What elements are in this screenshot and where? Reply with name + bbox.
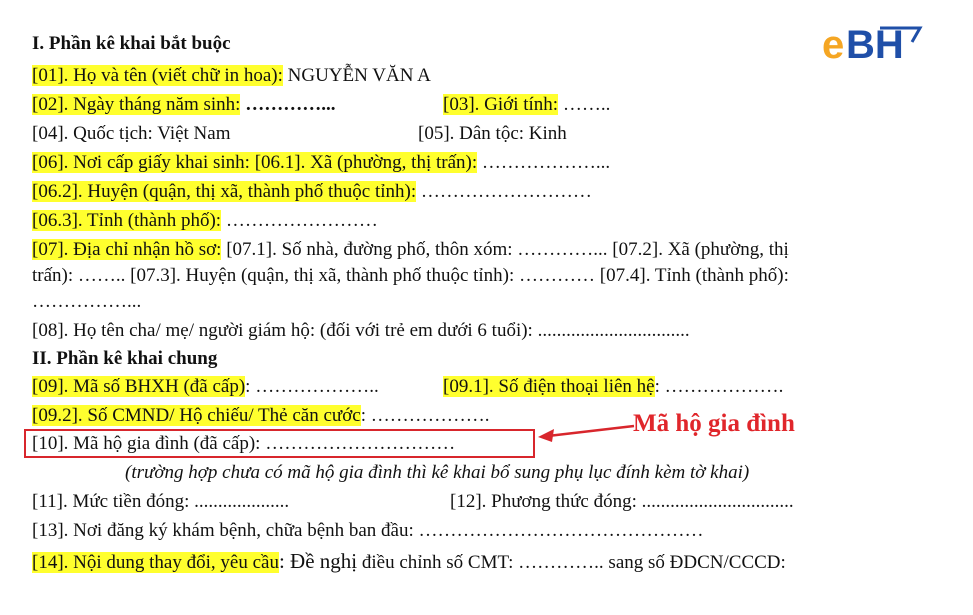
section-1-title: I. Phần kê khai bắt buộc	[32, 33, 231, 54]
field-03-value: ……..	[558, 94, 611, 115]
section-2-title: II. Phần kê khai chung	[32, 348, 218, 369]
ebh-logo	[822, 22, 932, 66]
field-06-3-label: [06.3]. Tỉnh (thành phố):	[32, 210, 222, 231]
field-14	[32, 549, 786, 575]
field-02-value: …………...	[240, 94, 336, 115]
field-06-3-value: ……………………	[221, 210, 378, 231]
field-09-1-label: [09.1]. Số điện thoại liên hệ	[443, 376, 655, 397]
field-06-2-value: ………………………	[416, 181, 592, 202]
field-06-2-label: [06.2]. Huyện (quận, thị xã, thành phố thuộc tỉnh):	[32, 181, 417, 202]
field-07-line-2: trấn): …….. [07.3]. Huyện (quận, thị xã, thành phố thuộc tỉnh): ………… [07.4]. Tỉnh (thành phố):	[32, 265, 789, 286]
field-09-2-value: : ……………….	[360, 405, 490, 426]
field-08: [08]. Họ tên cha/ mẹ/ người giám hộ: (đối với trẻ em dưới 6 tuổi): ................................	[32, 320, 690, 341]
field-12: [12]. Phương thức đóng: ................................	[450, 491, 794, 512]
field-06-value: ………………...	[477, 152, 611, 173]
field-03	[443, 93, 610, 117]
field-04: [04]. Quốc tịch: Việt Nam	[32, 123, 231, 144]
field-07-label: [07]. Địa chỉ nhận hồ sơ:	[32, 239, 222, 260]
field-05: [05]. Dân tộc: Kinh	[418, 123, 567, 144]
field-09	[32, 375, 379, 399]
field-07-line-1	[32, 238, 789, 262]
field-02	[32, 93, 335, 117]
field-09-1	[443, 375, 783, 399]
callout-arrow	[536, 420, 636, 450]
field-01-label: [01]. Họ và tên (viết chữ in hoa):	[32, 65, 283, 86]
field-10: [10]. Mã hộ gia đình (đã cấp): …………………………	[32, 433, 456, 454]
note: (trường hợp chưa có mã hộ gia đình thì kê khai bổ sung phụ lục đính kèm tờ khai)	[125, 462, 750, 483]
field-09-value: : ………………..	[245, 376, 379, 397]
field-06-label: [06]. Nơi cấp giấy khai sinh: [06.1]. Xã (phường, thị trấn):	[32, 152, 478, 173]
field-09-label: [09]. Mã số BHXH (đã cấp)	[32, 376, 246, 397]
field-13: [13]. Nơi đăng ký khám bệnh, chữa bệnh ban đầu: ………………………………………	[32, 520, 704, 541]
field-09-2-label: [09.2]. Số CMND/ Hộ chiếu/ Thẻ căn cước	[32, 405, 361, 426]
field-06-3	[32, 209, 378, 233]
field-01	[32, 64, 431, 88]
field-09-2	[32, 404, 489, 428]
field-14-label: [14]. Nội dung thay đổi, yêu cầu	[32, 552, 279, 573]
field-06-2	[32, 180, 592, 204]
field-07-line-3: ……………...	[32, 291, 142, 312]
field-03-label: [03]. Giới tính:	[443, 94, 559, 115]
field-11: [11]. Mức tiền đóng: ....................	[32, 491, 290, 512]
field-14-value-1: : Đề nghị	[278, 549, 358, 573]
field-06	[32, 151, 610, 175]
svg-text:e: e	[822, 23, 845, 66]
field-09-1-value: : ……………….	[654, 376, 784, 397]
field-14-value-2: điều chỉnh số CMT: ………….. sang số ĐDCN/CCCD:	[357, 552, 786, 573]
svg-text:BH: BH	[846, 23, 904, 66]
callout-label: Mã hộ gia đình	[633, 410, 795, 437]
field-02-label: [02]. Ngày tháng năm sinh:	[32, 94, 241, 115]
field-07-text-1: [07.1]. Số nhà, đường phố, thôn xóm: …………... [07.2]. Xã (phường, thị	[221, 239, 789, 260]
field-01-value: NGUYỄN VĂN A	[282, 65, 431, 86]
